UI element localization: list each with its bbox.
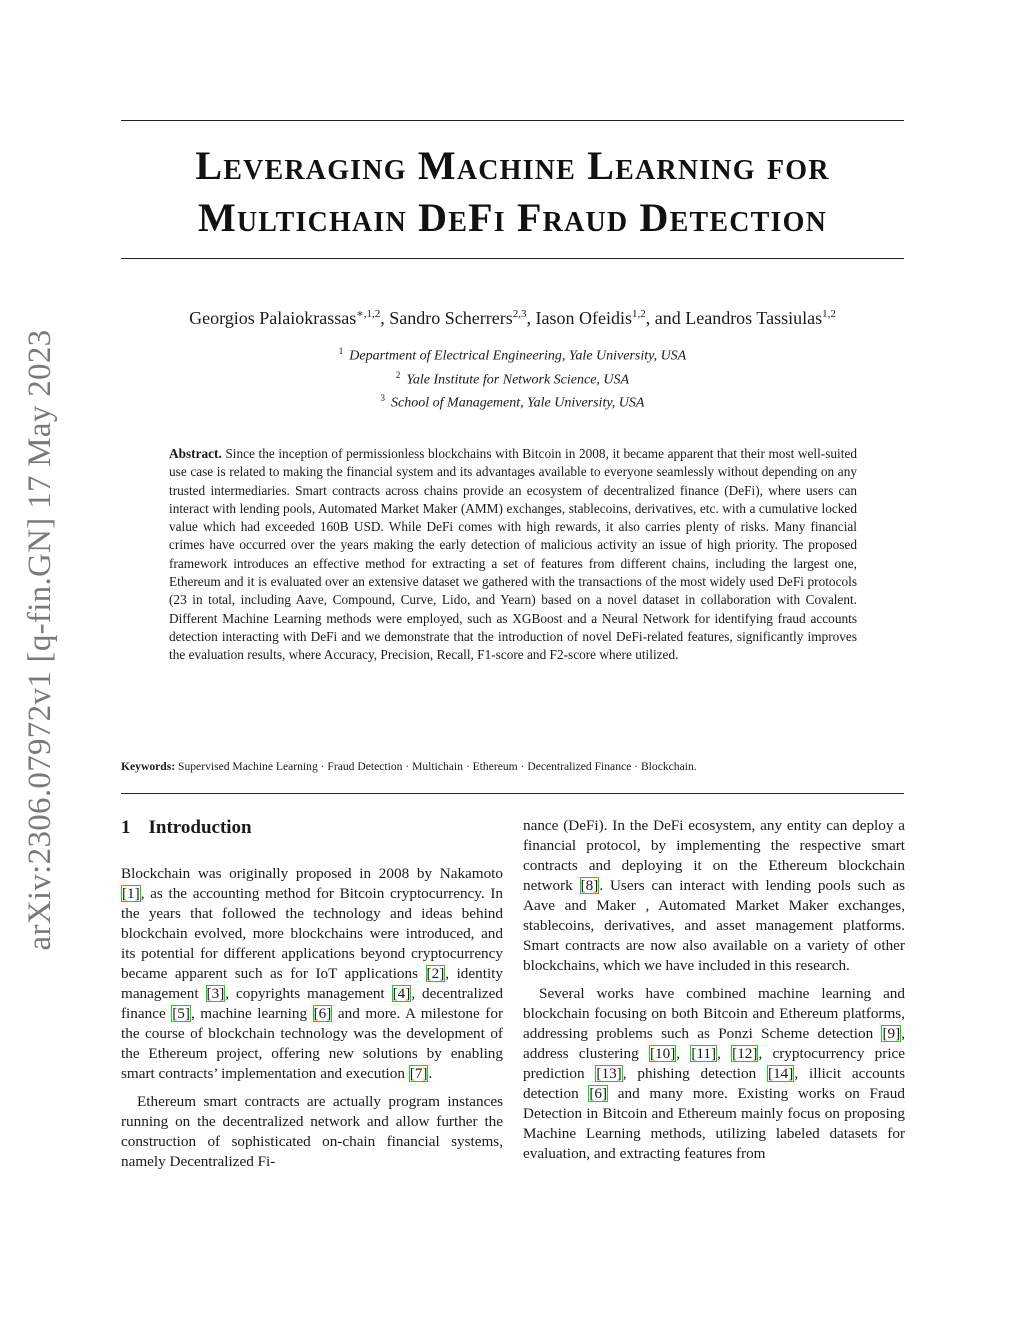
section-heading <box>121 816 503 840</box>
citation-link[interactable]: [2] <box>426 965 445 982</box>
body-text: , illicit accounts detection <box>523 1065 906 1102</box>
author-name: Sandro Scherrers <box>389 308 513 328</box>
affiliation-text: Yale Institute for Network Science, USA <box>406 372 630 388</box>
body-text: . Users can interact with lending pools such as Aave and Maker , Automated Market Maker exchanges, stablecoins, derivatives, and asset management platforms. Smart contracts are now also available on a variety of other blockchains, which we have included in this research. <box>523 877 905 974</box>
author-affiliation-marks: 1,2 <box>631 308 646 320</box>
abstract <box>169 445 857 665</box>
body-text: , <box>717 1045 732 1062</box>
author-affiliation-marks: 1,2 <box>822 308 836 320</box>
title-line-1: Leveraging Machine Learning for <box>195 143 830 188</box>
left-column <box>121 816 503 1172</box>
keywords-rule <box>121 793 904 794</box>
citation-link[interactable]: [14] <box>768 1065 794 1082</box>
citation-link[interactable]: [6] <box>313 1005 332 1022</box>
affiliation <box>121 389 904 413</box>
affiliation-text: Department of Electrical Engineering, Yale University, USA <box>349 348 687 364</box>
abstract-text: Since the inception of permissionless blockchains with Bitcoin in 2008, it became apparent that their most well-suited use case is related to making the financial system and its advantages available to everyone seamlessly without depending on any trusted intermediaries. Smart contracts across chains provide an ecosystem of decentralized finance (DeFi), where users can interact with lending pools, Automated Market Maker (AMM) exchanges, stablecoins, derivatives, etc. with a cumulative locked value which had exceeded 160B USD. While DeFi comes with high rewards, it also carries plenty of risks. Many financial crimes have occurred over the years making the early detection of malicious activity an issue of high priority. The proposed framework introduces an effective method for extracting a set of features from different chains, including the largest one, Ethereum and it is evaluated over an extensive dataset we gathered with the transactions of the most widely used DeFi protocols (23 in total, including Aave, Compound, Curve, Lido, and Yearn) based on a novel dataset in collaboration with Covalent. Different Machine Learning methods were employed, such as XGBoost and a Neural Network for identifying fraud accounts detection interacting with DeFi and we demonstrate that the introduction of novel DeFi-related features, significantly improves the evaluation results, where Accuracy, Precision, Recall, F1-score and F2-score where utilized. <box>169 446 857 663</box>
arxiv-identifier-stamp: arXiv:2306.07972v1 [q-fin.GN] 17 May 2023 <box>22 329 58 951</box>
body-text: , phishing detection <box>622 1065 768 1082</box>
citation-link[interactable]: [9] <box>882 1025 901 1042</box>
section-number: 1 <box>121 817 131 838</box>
author-list <box>121 302 904 330</box>
title-line-2: Multichain DeFi Fraud Detection <box>197 195 828 240</box>
affiliation-text: School of Management, Yale University, USA <box>391 395 645 411</box>
affiliation <box>121 342 904 366</box>
keywords-text: Supervised Machine Learning · Fraud Detection · Multichain · Ethereum · Decentralized Finance · Blockchain. <box>178 760 697 773</box>
citation-link[interactable]: [3] <box>206 985 225 1002</box>
author-name: Iason Ofeidis <box>535 308 632 328</box>
intro-paragraph-4 <box>523 984 905 1164</box>
citation-link[interactable]: [5] <box>172 1005 190 1022</box>
body-text: , decentralized finance <box>121 985 503 1022</box>
author-name: Georgios Palaiokrassas <box>189 308 357 328</box>
intro-paragraph-1 <box>121 864 503 1084</box>
body-text: and many more. Existing works on Fraud Detection in Bitcoin and Ethereum mainly focus on proposing Machine Learning methods, utilizing labeled datasets for evaluation, and extracting features from <box>523 1085 905 1162</box>
affiliation-list <box>121 342 904 413</box>
affiliation-number: 2 <box>395 369 401 380</box>
author-affiliation-marks: ∗,1,2 <box>356 308 381 320</box>
citation-link[interactable]: [1] <box>122 885 140 902</box>
body-text: , address clustering <box>523 1025 905 1062</box>
author-affiliation-marks: 2,3 <box>512 308 527 320</box>
body-text: , cryptocurrency price prediction <box>523 1045 906 1082</box>
citation-link[interactable]: [13] <box>596 1065 622 1082</box>
citation-link[interactable]: [6] <box>589 1085 608 1102</box>
body-text: Blockchain was originally proposed in 2008 by Nakamoto <box>121 865 503 882</box>
body-text: , identity management <box>121 965 503 1002</box>
body-text: Several works have combined machine learning and blockchain focusing on both Bitcoin and Ethereum platforms, addressing problems such as Ponzi Scheme detection <box>523 985 905 1042</box>
body-text: , as the accounting method for Bitcoin cryptocurrency. In the years that followed the technology and ideas behind blockchain evolved, more blockchains were introduced, and its potential for different applications beyond cryptocurrency became apparent such as for IoT applications <box>121 885 503 982</box>
paper-title <box>121 140 904 244</box>
body-text: nance (DeFi). In the DeFi ecosystem, any entity can deploy a financial protocol, by implementing the respective smart contracts and deploying it on the Ethereum blockchain network <box>523 817 905 894</box>
keywords <box>121 759 904 775</box>
intro-paragraph-3 <box>523 816 905 976</box>
author-separator: , and <box>645 308 686 328</box>
keywords-label: Keywords: <box>121 760 176 773</box>
section-title: Introduction <box>148 817 252 838</box>
author-name: Leandros Tassiulas <box>685 308 823 328</box>
body-text: , <box>676 1045 691 1062</box>
citation-link[interactable]: [4] <box>392 985 411 1002</box>
citation-link[interactable]: [11] <box>691 1045 717 1062</box>
citation-link[interactable]: [8] <box>580 877 599 894</box>
body-text: . <box>428 1065 433 1082</box>
body-text: , copyrights management <box>225 985 392 1002</box>
citation-link[interactable]: [12] <box>732 1045 758 1062</box>
intro-paragraph-2: Ethereum smart contracts are actually program instances running on the decentralized network and allow further the construction of sophisticated on-chain financial systems, namely Decentralized Fi- <box>121 1093 503 1170</box>
affiliation-number: 3 <box>380 393 386 404</box>
author-separator: , <box>526 308 536 328</box>
body-text: , machine learning <box>190 1005 313 1022</box>
right-column <box>523 816 905 1164</box>
author-separator: , <box>380 308 390 328</box>
title-rule-top <box>121 120 904 121</box>
affiliation-number: 1 <box>338 346 344 356</box>
title-rule-bottom <box>121 258 904 259</box>
body-text: and more. A milestone for the course of blockchain technology was the development of the Ethereum project, offering new solutions by enabling smart contracts’ implementation and execution <box>121 1005 504 1082</box>
citation-link[interactable]: [10] <box>649 1045 676 1062</box>
abstract-label: Abstract. <box>169 446 222 461</box>
affiliation <box>121 366 904 390</box>
citation-link[interactable]: [7] <box>409 1065 428 1082</box>
